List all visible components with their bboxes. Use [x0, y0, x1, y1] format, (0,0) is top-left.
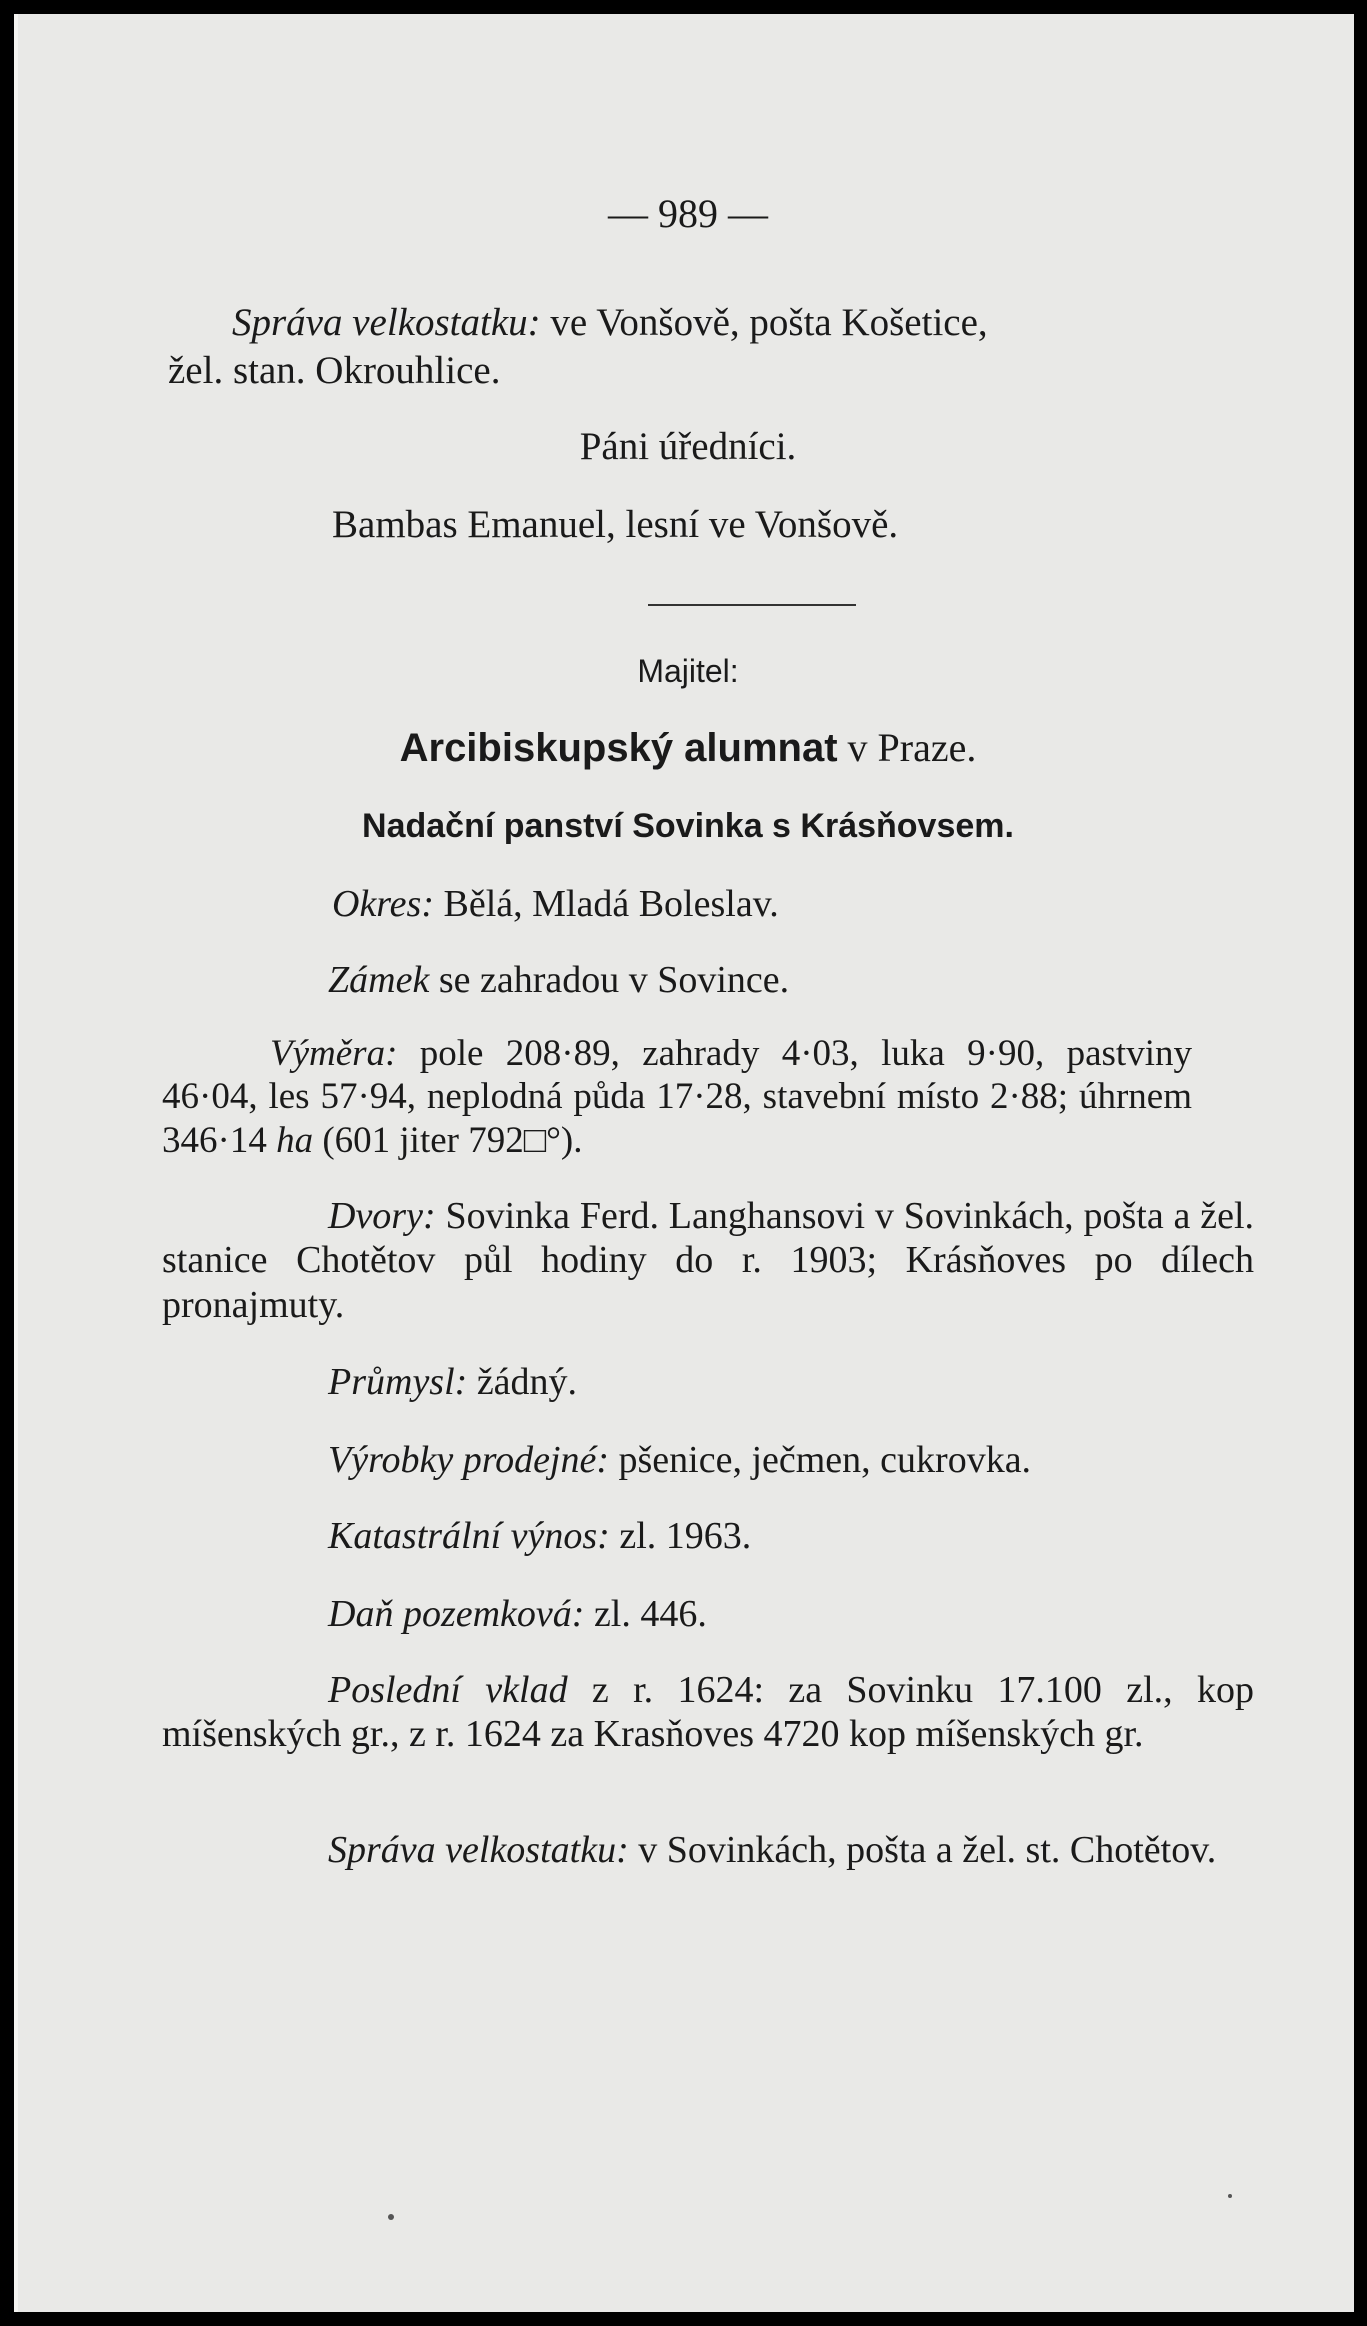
products-label: Výrobky prodejné:	[328, 1439, 610, 1481]
cadastral-line	[328, 1514, 751, 1560]
management-text: ve Vonšově, pošta Košetice,	[540, 301, 988, 344]
farms-label: Dvory:	[328, 1195, 436, 1237]
last-deposit-label: Poslední vklad	[328, 1669, 568, 1711]
land-tax-label: Daň pozemková:	[328, 1593, 585, 1635]
industry-value: žádný.	[467, 1361, 578, 1403]
area-text: pole 208·89, zahrady 4·03, luka 9·90, pastviny 46·04, les 57·94, neplodná půda 17·28, stavební místo 2·88; úhrnem 346·14	[162, 1033, 1192, 1161]
official-entry: Bambas Emanuel, lesní ve Vonšově.	[332, 503, 899, 546]
owner-line	[18, 724, 1354, 772]
area-paragraph	[162, 1032, 1192, 1162]
owner-name: Arcibiskupský alumnat	[399, 726, 838, 770]
area-label: Výměra:	[270, 1033, 398, 1074]
castle-label: Zámek	[328, 959, 430, 1001]
management-label-2: Správa velkostatku:	[328, 1829, 629, 1871]
farms-text: Sovinka Ferd. Langhansovi v Sovinkách, pošta a žel. stanice Chotětov půl hodiny do r. 1903; Krásňoves po dílech pronajmuty.	[162, 1195, 1254, 1326]
district-line	[332, 882, 779, 928]
cadastral-value: zl. 1963.	[609, 1515, 752, 1557]
officials-heading: Páni úředníci.	[579, 425, 797, 468]
owner-location: v Praze.	[837, 725, 977, 770]
last-deposit-paragraph	[162, 1668, 1254, 1757]
area-unit: ha	[276, 1119, 314, 1161]
castle-line	[328, 958, 789, 1004]
farms-paragraph	[162, 1194, 1254, 1327]
area-text-end: (601 jiter 792□°).	[313, 1119, 583, 1161]
management-paragraph-1	[232, 300, 988, 347]
castle-value: se zahradou v Sovince.	[429, 959, 790, 1001]
owner-label: Majitel:	[637, 653, 739, 689]
management-text-2: v Sovinkách, pošta a žel. st. Chotětov.	[628, 1829, 1217, 1871]
district-label: Okres:	[332, 883, 434, 925]
cadastral-label: Katastrální výnos:	[328, 1515, 610, 1557]
page-number: — 989 —	[608, 191, 768, 236]
land-tax-line	[328, 1592, 707, 1638]
district-value: Bělá, Mladá Boleslav.	[434, 883, 779, 925]
section-divider	[648, 604, 856, 606]
products-line	[328, 1438, 1031, 1484]
print-speck	[1228, 2194, 1232, 2198]
estate-title: Nadační panství Sovinka s Krásňovsem.	[362, 807, 1014, 845]
print-speck	[388, 2214, 394, 2220]
products-value: pšenice, ječmen, cukrovka.	[609, 1439, 1032, 1481]
industry-label: Průmysl:	[328, 1361, 468, 1403]
industry-line	[328, 1360, 577, 1406]
management-paragraph-1-line2: žel. stan. Okrouhlice.	[168, 349, 501, 392]
last-deposit-text: z r. 1624: za Sovinku 17.100 zl., kop míšenských gr., z r. 1624 za Krasňoves 4720 kop míšenských gr.	[162, 1669, 1254, 1756]
management-paragraph-2	[162, 1828, 1254, 1872]
book-page	[14, 14, 1354, 2312]
management-label: Správa velkostatku:	[232, 301, 541, 344]
land-tax-value: zl. 446.	[584, 1593, 707, 1635]
